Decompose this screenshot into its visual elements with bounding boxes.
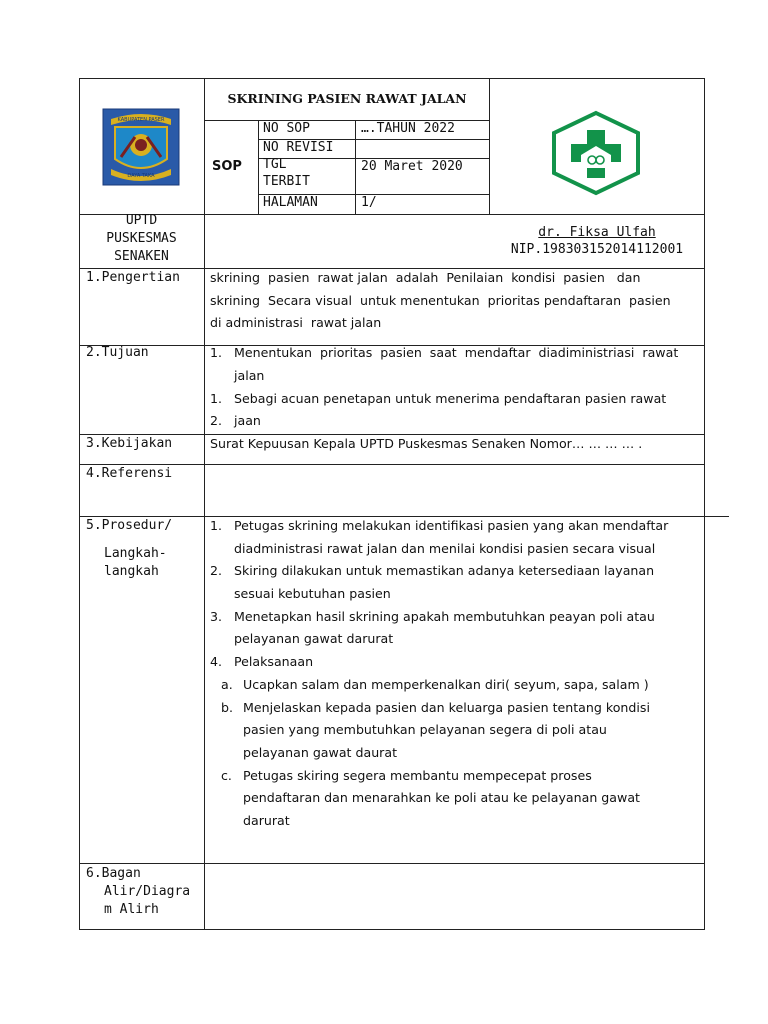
org-line-2: PUSKESMAS [106,231,177,246]
org-line-3: SENAKEN [114,249,169,264]
org-name [79,212,204,266]
tujuan-item-1-line2: jalan [234,368,265,383]
regency-emblem-icon [101,107,181,187]
prosedur-item-2-number: 2. [210,563,223,578]
row-line-kebijakan [79,464,705,465]
tujuan-item-2-line1: Sebagi acuan penetapan untuk menerima pendaftaran pasien rawat [234,391,667,406]
bagan-label-line2: Alir/Diagra [104,884,191,899]
prosedur-sub-a-letter: a. [221,677,233,692]
no-revisi-label: NO REVISI [263,140,334,155]
org-line-1: UPTD [125,213,158,228]
tgl-terbit-label [263,156,310,190]
tujuan-item-2 [210,388,666,411]
prosedur-sub-c [221,765,592,788]
tujuan-item-1-line1: Menentukan prioritas pasien saat mendaftar diadiministriasi rawat [234,345,679,360]
tujuan-item-2-number: 1. [210,391,223,406]
sop-label: SOP [212,159,242,174]
referensi-label: 4.Referensi [86,466,173,481]
prosedur-item-1-line1: Petugas skrining melakukan identifikasi pasien yang akan mendaftar [234,518,669,533]
prosedur-item-2-line1: Skiring dilakukan untuk memastikan adanya ketersediaan layanan [234,563,655,578]
prosedur-sub-a-line1: Ucapkan salam dan memperkenalkan diri( seyum, sapa, salam ) [243,677,649,692]
prosedur-sub-b-line2: pasien yang membutuhkan pelayanan segera di poli atau [243,722,607,737]
tgl-terbit-value: 20 Maret 2020 [361,159,463,174]
prosedur-label-line3: langkah [104,564,159,579]
prosedur-item-4 [210,651,313,674]
document-title: SKRINING PASIEN RAWAT JALAN [227,91,467,106]
emblem-bottom-text: DAYA TAKA [127,173,155,179]
prosedur-sub-b-line3: pelayanan gawat daurat [243,745,398,760]
prosedur-sub-c-line2: pendaftaran dan menarahkan ke poli atau ke pelayanan gawat [243,790,640,805]
no-sop-value: ….TAHUN 2022 [361,121,455,136]
prosedur-sub-b [221,697,650,720]
tujuan-item-3-line1: jaan [234,413,261,428]
prosedur-item-4-line1: Pelaksanaan [234,654,314,669]
signer-nip: NIP.198303152014112001 [510,242,684,257]
puskesmas-cross-icon [551,110,641,196]
prosedur-item-1-line2: diadministrasi rawat jalan dan menilai kondisi pasien secara visual [234,541,656,556]
prosedur-label-line1: 5.Prosedur/ [86,518,173,533]
prosedur-sub-a [221,674,649,697]
tujuan-item-3-number: 2. [210,413,223,428]
border-right [704,78,705,930]
sop-value-divider [355,120,356,214]
tgl-terbit-label-line2: TERBIT [263,174,310,189]
halaman-label: HALAMAN [263,195,318,210]
tujuan-label: 2.Tujuan [86,345,149,360]
halaman-value: 1/ [361,195,377,210]
pengertian-line-1: skrining pasien rawat jalan adalah Penilaian kondisi pasien dan [210,270,641,285]
prosedur-item-3-line1: Menetapkan hasil skrining apakah membutuhkan peayan poli atau [234,609,655,624]
signer-name: dr. Fiksa Ulfah [538,225,656,240]
tujuan-item-1-number: 1. [210,345,223,360]
prosedur-item-3-number: 3. [210,609,223,624]
prosedur-item-1-number: 1. [210,518,223,533]
emblem-top-text: KABUPATEN PASER [117,117,165,123]
prosedur-item-1 [210,515,668,538]
label-column-divider [204,78,205,930]
sop-label-divider [258,120,259,214]
prosedur-sub-c-line3: darurat [243,813,290,828]
tujuan-item-1 [210,342,678,365]
prosedur-item-2 [210,560,654,583]
prosedur-item-2-line2: sesuai kebutuhan pasien [234,586,391,601]
prosedur-sub-c-line1: Petugas skiring segera membantu mempecepat proses [243,768,592,783]
pengertian-line-2: skrining Secara visual untuk menentukan prioritas pendaftaran pasien [210,293,671,308]
prosedur-item-3 [210,606,655,629]
border-top [79,78,705,79]
prosedur-label-line2: Langkah- [104,546,167,561]
tgl-terbit-label-line1: TGL [263,157,287,172]
row-line-prosedur [79,863,705,864]
no-sop-label: NO SOP [263,121,310,136]
kebijakan-text: Surat Kepuusan Kepala UPTD Puskesmas Senaken Nomor… … … … . [210,436,643,451]
bagan-label-line1: 6.Bagan [86,866,141,881]
prosedur-sub-c-letter: c. [221,768,232,783]
bagan-label-line3: m Alirh [104,902,159,917]
prosedur-item-3-line2: pelayanan gawat darurat [234,631,394,646]
prosedur-sub-b-line1: Menjelaskan kepada pasien dan keluarga pasien tentang kondisi [243,700,650,715]
tujuan-item-3 [210,410,261,433]
prosedur-sub-b-letter: b. [221,700,233,715]
border-bottom [79,929,705,930]
pengertian-line-3: di administrasi rawat jalan [210,315,382,330]
pengertian-label: 1.Pengertian [86,270,180,285]
border-left [79,78,80,930]
prosedur-item-4-number: 4. [210,654,223,669]
bagan-label [86,865,190,919]
kebijakan-label: 3.Kebijakan [86,436,173,451]
